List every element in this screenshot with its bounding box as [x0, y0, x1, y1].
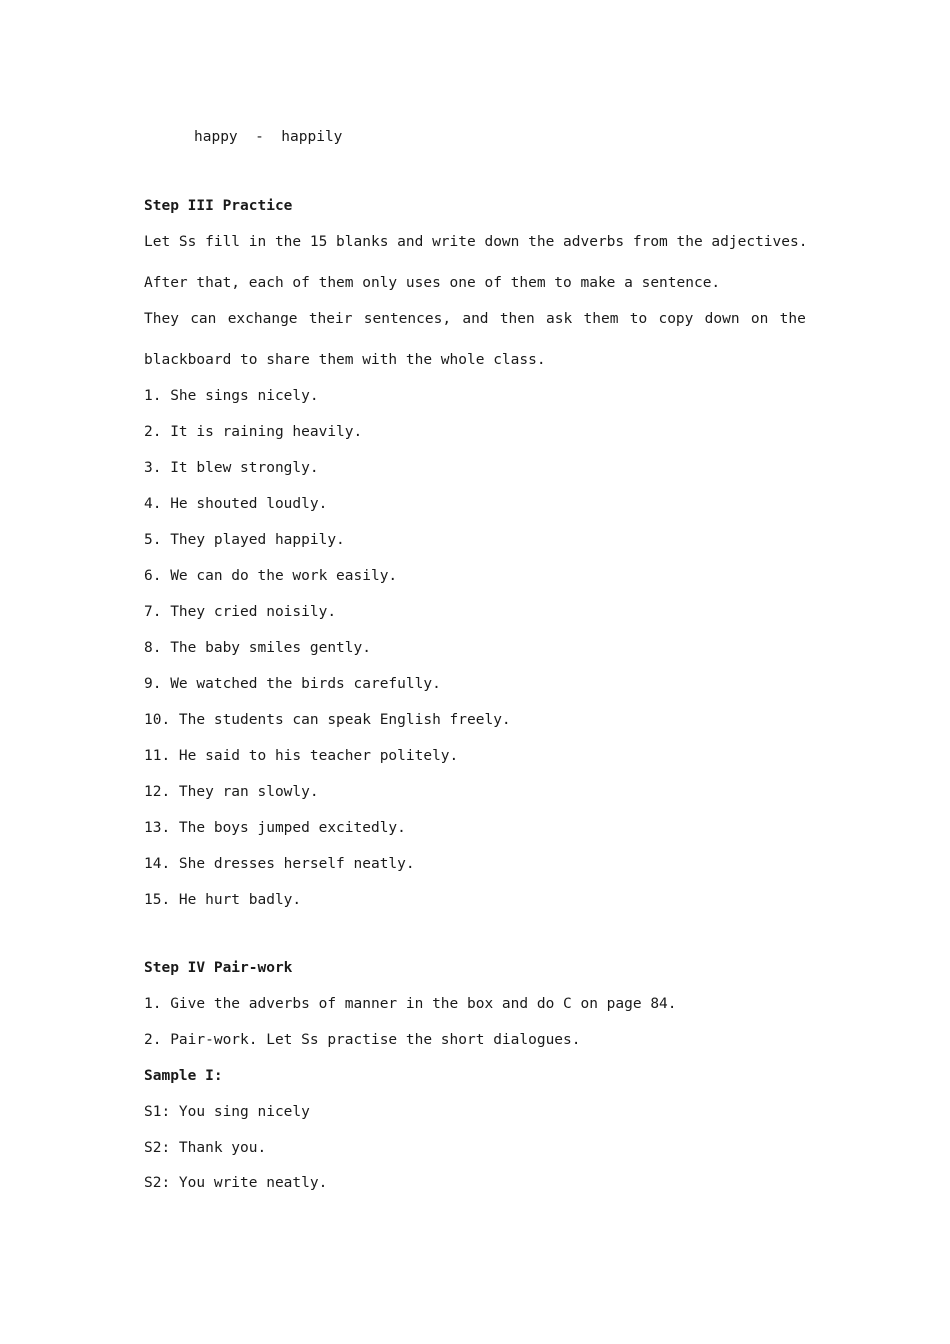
- sample-heading: Sample I:: [144, 1068, 223, 1084]
- paragraph-word: to: [629, 311, 648, 327]
- paragraph-word: and: [462, 311, 489, 327]
- dialogue-line: S1: You sing nicely: [144, 1104, 310, 1120]
- practice-sentence: 4. He shouted loudly.: [144, 496, 328, 512]
- step3-paragraph-2: After that, each of them only uses one of them to make a sentence.: [144, 275, 721, 291]
- practice-sentence: 3. It blew strongly.: [144, 460, 319, 476]
- dialogue-line: S2: You write neatly.: [144, 1175, 328, 1191]
- paragraph-word: ask: [546, 311, 573, 327]
- practice-sentence: 11. He said to his teacher politely.: [144, 748, 459, 764]
- paragraph-word: sentences,: [363, 311, 452, 327]
- step3-paragraph-3: [144, 309, 806, 329]
- paragraph-word: They: [144, 311, 179, 327]
- paragraph-word: copy: [658, 311, 694, 327]
- practice-sentence: 7. They cried noisily.: [144, 604, 337, 620]
- practice-sentence: 2. It is raining heavily.: [144, 424, 363, 440]
- paragraph-word: can: [190, 311, 217, 327]
- practice-sentence: 1. She sings nicely.: [144, 388, 319, 404]
- adjective-adverb-pair: happy - happily: [194, 129, 343, 145]
- paragraph-word: then: [499, 311, 535, 327]
- step4-item-1: 1. Give the adverbs of manner in the box and do C on page 84.: [144, 996, 677, 1012]
- practice-sentence: 5. They played happily.: [144, 532, 345, 548]
- practice-sentence: 8. The baby smiles gently.: [144, 640, 371, 656]
- step4-item-2: 2. Pair-work. Let Ss practise the short dialogues.: [144, 1032, 581, 1048]
- practice-sentence: 9. We watched the birds carefully.: [144, 676, 441, 692]
- step4-heading: Step IV Pair-work: [144, 960, 293, 976]
- dialogue-line: S2: Thank you.: [144, 1140, 267, 1156]
- practice-sentence: 12. They ran slowly.: [144, 784, 319, 800]
- practice-sentence: 13. The boys jumped excitedly.: [144, 820, 406, 836]
- step3-paragraph-1: Let Ss fill in the 15 blanks and write down the adverbs from the adjectives.: [144, 234, 808, 250]
- practice-sentence: 6. We can do the work easily.: [144, 568, 398, 584]
- paragraph-word: on: [750, 311, 769, 327]
- step3-paragraph-3-end: blackboard to share them with the whole class.: [144, 352, 546, 368]
- practice-sentence: 14. She dresses herself neatly.: [144, 856, 415, 872]
- practice-sentence: 10. The students can speak English freely.: [144, 712, 511, 728]
- paragraph-word: them: [583, 311, 619, 327]
- paragraph-word: the: [779, 311, 806, 327]
- practice-sentence: 15. He hurt badly.: [144, 892, 302, 908]
- paragraph-word: their: [308, 311, 353, 327]
- paragraph-word: exchange: [227, 311, 298, 327]
- paragraph-word: down: [704, 311, 740, 327]
- step3-heading: Step III Practice: [144, 198, 293, 214]
